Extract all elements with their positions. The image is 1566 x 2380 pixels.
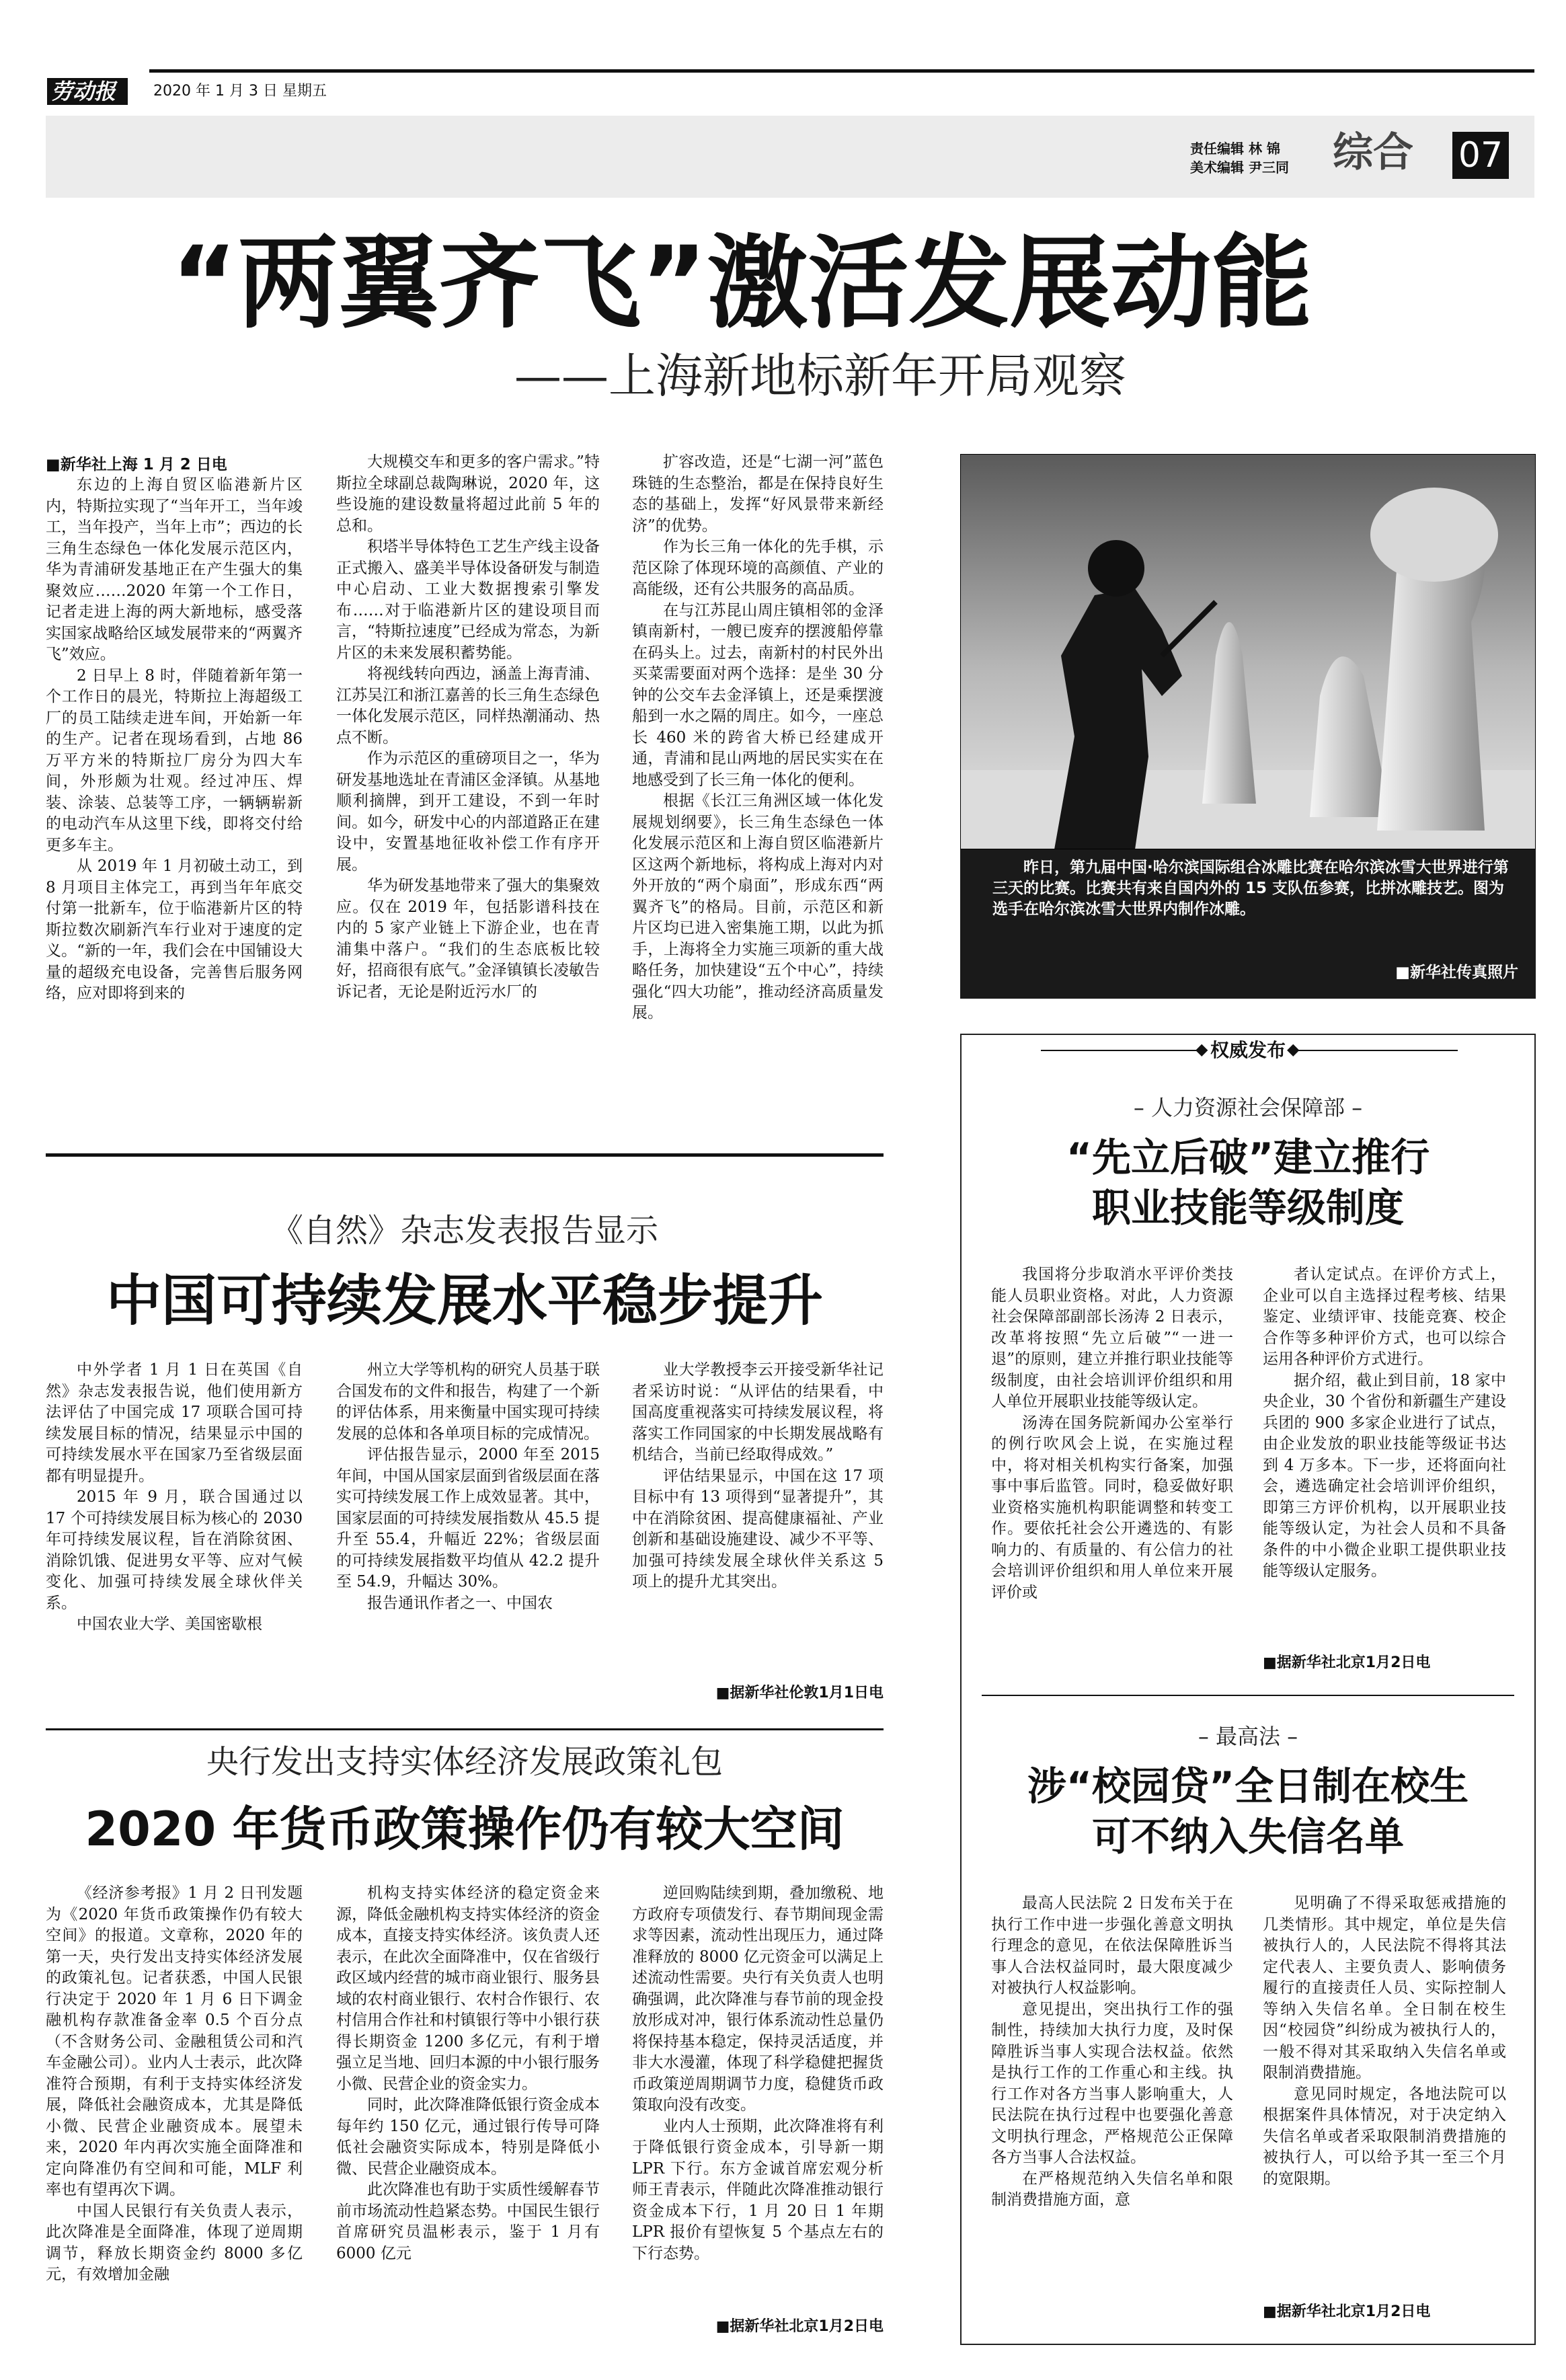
paragraph: 州立大学等机构的研究人员基于联合国发布的文件和报告，构建了一个新的评估体系，用来衡量中国实现可持续发展的总体和各单项目标的完成情况。 [336,1361,600,1443]
paragraph: 从 2019 年 1 月初破土动工，到 8 月项目主体完工，再到当年年底交付第一批新车，位于临港新片区的特斯拉数次刷新汽车行业对于速度的定义。“新的一年，我们会在中国铺设大量的超级充电设备，完善售后服务网络，应对即将到来的 [46,857,303,1002]
lead-col-1 [46,475,303,1127]
paragraph: 汤涛在国务院新闻办公室举行的例行吹风会上说，在实施过程中，将对相关机构实行备案，加强事中事后监管。同时，稳妥做好职业资格实施机构职能调整和转变工作。要依托社会公开遴选的、有影响力的、有质量的、有公信力的社会培训评价组织和用人单位来开展评价或 [991,1414,1233,1601]
paragraph: 2 日早上 8 时，伴随着新年第一个工作日的晨光，特斯拉上海超级工厂的员工陆续走进车间，开始新一年的生产。记者在现场看到，占地 86 万平方米的特斯拉厂房分为四大车间，外形颇为壮观。经过冲压、焊装、涂装、总装等工序，一辆辆崭新的电动汽车从这里下线，即将交付给更多车主。 [46,666,303,854]
court-headline-line-1: 涉“校园贷”全日制在校生 [1027,1763,1469,1809]
nature-col-1 [46,1360,303,1707]
section-name: 综合 [1333,129,1413,176]
paragraph: 华为研发基地带来了强大的集聚效应。仅在 2019 年，包括影谱科技在内的 5 家产业链上下游企业，也在青浦集中落户。“我们的生态底板比较好，招商很有底气。”金泽镇镇长凌敏告诉记者，无论是附近污水厂的 [336,877,600,1001]
issue-date: 2020 年 1 月 3 日 星期五 [153,83,327,100]
banner-rule-left [1041,1050,1202,1051]
hr-dept: – 人力资源社会保障部 – [1133,1095,1363,1120]
ice-sculpture-photo [960,454,1536,849]
paragraph: 见明确了不得采取惩戒措施的几类情形。其中规定，单位是失信被执行人的，人民法院不得将其法定代表人、主要负责人、影响债务履行的直接责任人员、实际控制人等纳入失信名单。全日制在校生因“校园贷”纠纷成为被执行人的，一般不得对其采取纳入失信名单或限制消费措施。 [1263,1894,1506,2081]
monetary-source: ■据新华社北京1月2日电 [715,2318,884,2335]
banner-rule-right [1296,1050,1458,1051]
banner-diamond-right: ◆ [1287,1040,1300,1059]
paragraph: 中国人民银行有关负责人表示，此次降准是全面降准，体现了逆周期调节，释放长期资金约 8000 多亿元，有效增加金融 [46,2202,303,2283]
masthead-logo-text: 劳动报 [51,79,116,104]
paragraph: 逆回购陆续到期，叠加缴税、地方政府专项债发行、春节期间现金需求等因素，流动性出现压力，通过降准释放的 8000 亿元资金可以满足上述流动性需要。央行有关负责人也明确强调，此次降准与春节前的现金投放形成对冲，银行体系流动性总量仍将保持基本稳定，保持灵活适度，并非大水漫灌，体现了科学稳健把握货币政策逆周期调节力度，稳健货币政策取向没有改变。 [632,1884,884,2114]
paragraph: 大规模交车和更多的客户需求。”特斯拉全球副总裁陶琳说，2020 年，这些设施的建设数量将超过此前 5 年的总和。 [336,453,600,535]
paragraph: 业大学教授李云开接受新华社记者采访时说：“从评估的结果看，中国高度重视落实可持续发展议程，将落实工作同国家的中长期发展战略有机结合，当前已经取得成效。” [632,1361,884,1463]
lead-headline: “两翼齐飞”激活发展动能 [171,225,1313,342]
banner-title: 权威发布 [1210,1039,1286,1061]
paragraph: 意见同时规定，各地法院可以根据案件具体情况，对于决定纳入失信名单或者采取限制消费措施的被执行人，可以给予其一至三个月的宽限期。 [1263,2085,1506,2188]
paragraph: 《经济参考报》1 月 2 日刊发题为《2020 年货币政策操作仍有较大空间》的报道。文章称，2020 年的第一天，央行发出支持实体经济发展的政策礼包。记者获悉，中国人民银行决定于 2020 年 1 月 6 日下调金融机构存款准备金率 0.5 个百分点（不含财务公司、金融租赁公司和汽车金融公司）。业内人士表示，此次降准符合预期，有利于支持实体经济发展，降低社会融资成本，尤其是降低小微、民营企业融资成本。展望未来，2020 年内再次实施全面降准和定向降准仍有空间和可能，MLF 利率也有望再次下调。 [46,1884,303,2198]
monetary-col-2 [336,1883,600,2334]
paragraph: 在与江苏昆山周庄镇相邻的金泽镇南新村，一艘已废弃的摆渡船停靠在码头上。过去，南新村的村民外出买菜需要面对两个选择：是坐 30 分钟的公交车去金泽镇上，还是乘摆渡船到一水之隔的周庄。如今，一座总长 460 米的跨省大桥已经建成开通，青浦和昆山两地的居民实实在在地感受到了长三角一体化的便利。 [632,601,884,789]
paragraph: 业内人士预期，此次降准将有利于降低银行资金成本，引导新一期 LPR 下行。东方金诚首席宏观分析师王青表示，伴随此次降准推动银行资金成本下行，1 月 20 日 1 年期 LPR 报价有望恢复 5 个基点左右的下行态势。 [632,2117,884,2262]
paragraph: 在严格规范纳入失信名单和限制消费措施方面，意 [991,2170,1233,2209]
court-col-1 [991,1893,1233,2324]
monetary-col-3 [632,1883,884,2313]
paragraph: 者认定试点。在评价方式上，企业可以自主选择过程考核、结果鉴定、业绩评审、技能竞赛、校企合作等多种评价方式，也可以综合运用各种评价方式进行。 [1263,1266,1506,1368]
monetary-kicker: 央行发出支持实体经济发展政策礼包 [206,1743,723,1781]
paragraph: 报告通讯作者之一、中国农 [367,1594,553,1612]
masthead [0,0,1566,202]
nature-headline: 中国可持续发展水平稳步提升 [106,1269,823,1333]
court-headline-line-2: 可不纳入失信名单 [1091,1814,1404,1859]
paragraph: 作为长三角一体化的先手棋，示范区除了体现环境的高颜值、产业的高能级，还有公共服务的高品质。 [632,538,884,598]
nature-col-3 [632,1360,884,1683]
court-dept: – 最高法 – [1198,1724,1298,1749]
paragraph: 作为示范区的重磅项目之一，华为研发基地选址在青浦区金泽镇。从基地顺利摘牌，到开工建设，不到一年时间。如今，研发中心的内部道路正在建设中，安置基地征收补偿工作有序开展。 [336,750,600,874]
nature-bottom-rule [46,1728,884,1730]
paragraph: 中国农业大学、美国密歇根 [77,1615,262,1633]
paragraph: 积塔半导体特色工艺生产线主设备正式搬入、盛美半导体设备研发与制造中心启动、工业大数据搜索引擎发布……对于临港新片区的建设项目而言，“特斯拉速度”已经成为常态，为新片区的未来发展积蓄势能。 [336,538,600,662]
editor-line-2: 美术编辑 尹三同 [1190,159,1289,176]
lead-col-2 [336,452,600,1127]
photo-credit: ■新华社传真照片 [1395,964,1518,981]
paragraph: 此次降准也有助于实质性缓解春节前市场流动性趋紧态势。中国民生银行首席研究员温彬表示，鉴于 1 月有 6000 亿元 [336,2181,600,2262]
paragraph: 扩容改造，还是“七湖一河”蓝色珠链的生态整治，都是在保持良好生态的基础上，发挥“好风景带来新经济”的优势。 [632,453,884,535]
lead-dateline: ■新华社上海 1 月 2 日电 [46,456,227,473]
court-source: ■据新华社北京1月2日电 [1263,2303,1431,2320]
monetary-col-1 [46,1883,303,2334]
banner-diamond-left: ◆ [1196,1040,1208,1059]
nature-source: ■据新华社伦敦1月1日电 [715,1685,884,1701]
paragraph: 机构支持实体经济的稳定资金来源，降低金融机构支持实体经济的资金成本，直接支持实体经济。该负责人还表示，在此次全面降准中，仅在省级行政区域内经营的城市商业银行、服务县域的农村商业银行、农村合作银行、农村信用合作社和村镇银行等中小银行获得长期资金 1200 多亿元，有利于增强立足当地、回归本源的中小银行服务小微、民营企业的资金实力。 [336,1884,600,2093]
court-col-2 [1263,1893,1506,2297]
photo-frame [960,454,1536,999]
lead-subtitle: ——上海新地标新年开局观察 [514,348,1126,404]
paragraph: 据介绍，截止到目前，18 家中央企业，30 个省份和新疆生产建设兵团的 900 多家企业进行了试点，由企业发放的职业技能等级证书达到 4 万多本。下一步，还将面向社会，遴选确定社会培训评价组织，即第三方评价机构，以开展职业技能等级认定，为社会人员和不具备条件的中小微企业职工提供职业技能等级认定服务。 [1263,1371,1506,1580]
hr-source: ■据新华社北京1月2日电 [1263,1654,1431,1671]
paragraph: 东边的上海自贸区临港新片区内，特斯拉实现了“当年开工，当年竣工，当年投产，当年上市”；西边的长三角生态绿色一体化发展示范区内，华为青浦研发基地正在产生强大的集聚效应……2020 年第一个工作日，记者走进上海的两大新地标，感受落实国家战略给区域发展带来的“两翼齐飞”效应。 [46,476,303,663]
paragraph: 中外学者 1 月 1 日在英国《自然》杂志发表报告说，他们使用新方法评估了中国完成 17 项联合国可持续发展目标的情况，结果显示中国的可持续发展水平在国家乃至省级层面都有明显提升。 [46,1361,303,1485]
release-mid-rule [982,1695,1514,1696]
paragraph: 我国将分步取消水平评价类技能人员职业资格。对此，人力资源社会保障部副部长汤涛 2 日表示，改革将按照“先立后破”“一进一退”的原则，建立并推行职业技能等级制度，由社会培训评价组织和用人单位开展职业技能等级认定。 [991,1266,1233,1410]
paragraph: 评估报告显示，2000 年至 2015 年间，中国从国家层面到省级层面在落实可持续发展工作上成效显著。其中，国家层面的可持续发展指数从 45.5 提升至 55.4，升幅近 22%；省级层面的可持续发展指数平均值从 42.2 提升至 54.9，升幅达 30%。 [336,1446,600,1590]
paragraph: 同时，此次降准降低银行资金成本每年约 150 亿元，通过银行传导可降低社会融资实际成本，特别是降低小微、民营企业融资成本。 [336,2096,600,2178]
photo-caption: 昨日，第九届中国·哈尔滨国际组合冰雕比赛在哈尔滨冰雪大世界进行第三天的比赛。比赛共有来自国内外的 15 支队伍参赛，比拼冰雕技艺。图为选手在哈尔滨冰雪大世界内制作冰雕。 [992,859,1509,918]
paragraph: 意见提出，突出执行工作的强制性，持续加大执行力度，及时保障胜诉当事人实现合法权益。依然是执行工作的工作重心和主线。执行工作对各方当事人影响重大，人民法院在执行过程中也要强化善意文明执行理念，严格规范公正保障各方当事人合法权益。 [991,2000,1233,2166]
paragraph: 2015 年 9 月，联合国通过以 17 个可持续发展目标为核心的 2030 年可持续发展议程，旨在消除贫困、消除饥饿、促进男女平等、应对气候变化、加强可持续发展全球伙伴关系。 [46,1488,303,1612]
hr-col-2 [1263,1264,1506,1646]
page-number: 07 [1458,135,1503,176]
hr-col-1 [991,1264,1233,1672]
masthead-top-rule [149,69,1534,73]
lead-bottom-rule [46,1153,884,1157]
paragraph: 最高人民法院 2 日发布关于在执行工作中进一步强化善意文明执行理念的意见，在依法保障胜诉当事人合法权益同时，最大限度减少对被执行人权益影响。 [991,1894,1233,1997]
hr-headline-line-1: “先立后破”建立推行 [1066,1135,1430,1180]
monetary-headline: 2020 年货币政策操作仍有较大空间 [85,1802,845,1857]
nature-kicker: 《自然》杂志发表报告显示 [270,1212,658,1250]
release-banner [960,1036,1536,1065]
nature-col-2 [336,1360,600,1707]
paragraph: 根据《长江三角洲区域一体化发展规划纲要》，长三角生态绿色一体化发展示范区和上海自贸区临港新片区这两个新地标，将构成上海对内对外开放的“两个扇面”，形成东西“两翼齐飞”的格局。目前，示范区和新片区均已进入密集施工期，以此为抓手，上海将全力实施三项新的重大战略任务，加快建设“五个中心”，持续强化“四大功能”，推动经济高质量发展。 [632,792,884,1022]
paragraph: 评估结果显示，中国在这 17 项目标中有 13 项得到“显著提升”，其中在消除贫困、提高健康福祉、产业创新和基础设施建设、减少不平等、加强可持续发展全球伙伴关系这 5 项上的提升尤其突出。 [632,1467,884,1590]
editor-line-1: 责任编辑 林 锦 [1190,141,1280,157]
lead-col-3 [632,452,884,1127]
hr-headline-line-2: 职业技能等级制度 [1091,1185,1404,1231]
paragraph: 将视线转向西边，涵盖上海青浦、江苏吴江和浙江嘉善的长三角生态绿色一体化发展示范区，同样热潮涌动、热点不断。 [336,665,600,746]
header-band [46,116,1534,198]
